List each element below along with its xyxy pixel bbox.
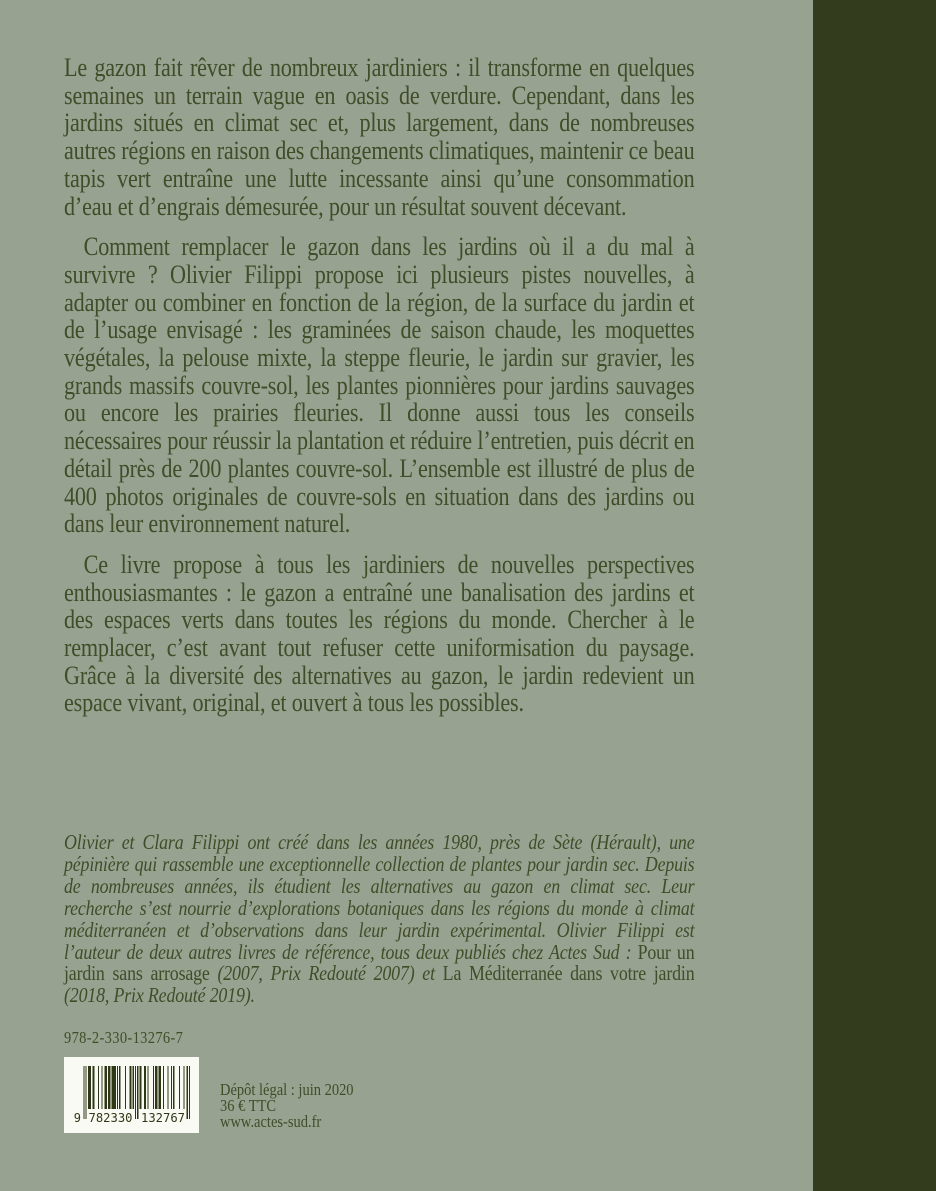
bio-segment-italic-1: Olivier et Clara Filippi ont créé dans les années 1980, près de Sète (Hérault), une pépinière qui rassemble une exceptionnelle collection de plantes pour jardin sec. Depuis de nombreuses années, ils étudient les alternatives au gazon en climat sec. Leur recherche s’est nourrie d’explorations botaniques dans les régions du monde à climat méditerranéen et d’observations dans leur jardin expérimental. Olivier Filippi est l’auteur de deux autres livres de référence, tous deux publiés chez Actes Sud :	[64, 830, 695, 964]
barcode	[64, 1057, 199, 1133]
bio-book-title-1: Pour un jardin sans arrosage	[64, 939, 695, 986]
imprint-block	[220, 1082, 354, 1130]
bio-segment-italic-3: (2018, Prix Redouté 2019).	[64, 983, 255, 1008]
imprint-website: www.actes-sud.fr	[220, 1111, 322, 1131]
barcode-group-left: 782330	[88, 1111, 133, 1125]
bio-book-title-2: La Méditerranée dans votre jardin	[442, 961, 695, 986]
synopsis-paragraph-2: Comment remplacer le gazon dans les jardins où il a du mal à survivre ? Olivier Filippi propose ici plusieurs pistes nouvelles, à adapter ou combiner en fonction de la région, de la surface du jardin et de l’usage envisagé : les graminées de saison chaude, les moquettes végétales, la pelouse mixte, la steppe fleurie, le jardin sur gravier, les grands massifs couvre-sol, les plantes pionnières pour jardins sauvages ou encore les prairies fleuries. Il donne aussi tous les conseils nécessaires pour réussir la plantation et réduire l’entretien, puis décrit en détail près de 200 plantes couvre-sol. L’ensemble est illustré de plus de 400 photos originales de couvre-sols en situation dans des jardins ou dans leur environnement naturel.	[64, 232, 695, 539]
barcode-group-right: 132767	[141, 1111, 185, 1125]
synopsis-text	[64, 54, 694, 730]
synopsis-paragraph-3: Ce livre propose à tous les jardiniers de nouvelles perspectives enthousiasmantes : le gazon a entraîné une banalisation des jardins et des espaces verts dans toutes les régions du monde. Chercher à le remplacer, c’est avant tout refuser cette uniformisation du paysage. Grâce à la diversité des alternatives au gazon, le jardin redevient un espace vivant, original, et ouvert à tous les possibles.	[64, 549, 695, 718]
barcode-svg	[64, 1057, 199, 1133]
spine-stripe	[813, 0, 936, 1191]
author-bio	[64, 832, 694, 1007]
bio-segment-italic-2: (2007, Prix Redouté 2007) et	[217, 961, 443, 986]
imprint-depot-legal: Dépôt légal : juin 2020	[220, 1080, 354, 1099]
barcode-digit-first: 9	[73, 1111, 81, 1125]
isbn-text: 978-2-330-13276-7	[64, 1028, 184, 1047]
synopsis-paragraph-1: Le gazon fait rêver de nombreux jardiniers : il transforme en quelques semaines un terrain vague en oasis de verdure. Cependant, dans les jardins situés en climat sec et, plus largement, dans de nombreuses autres régions en raison des changements climatiques, maintenir ce beau tapis vert entraîne une lutte incessante ainsi qu’une consommation d’eau et d’engrais démesurée, pour un résultat souvent décevant.	[64, 53, 695, 221]
imprint-price: 36 € TTC	[220, 1095, 277, 1115]
